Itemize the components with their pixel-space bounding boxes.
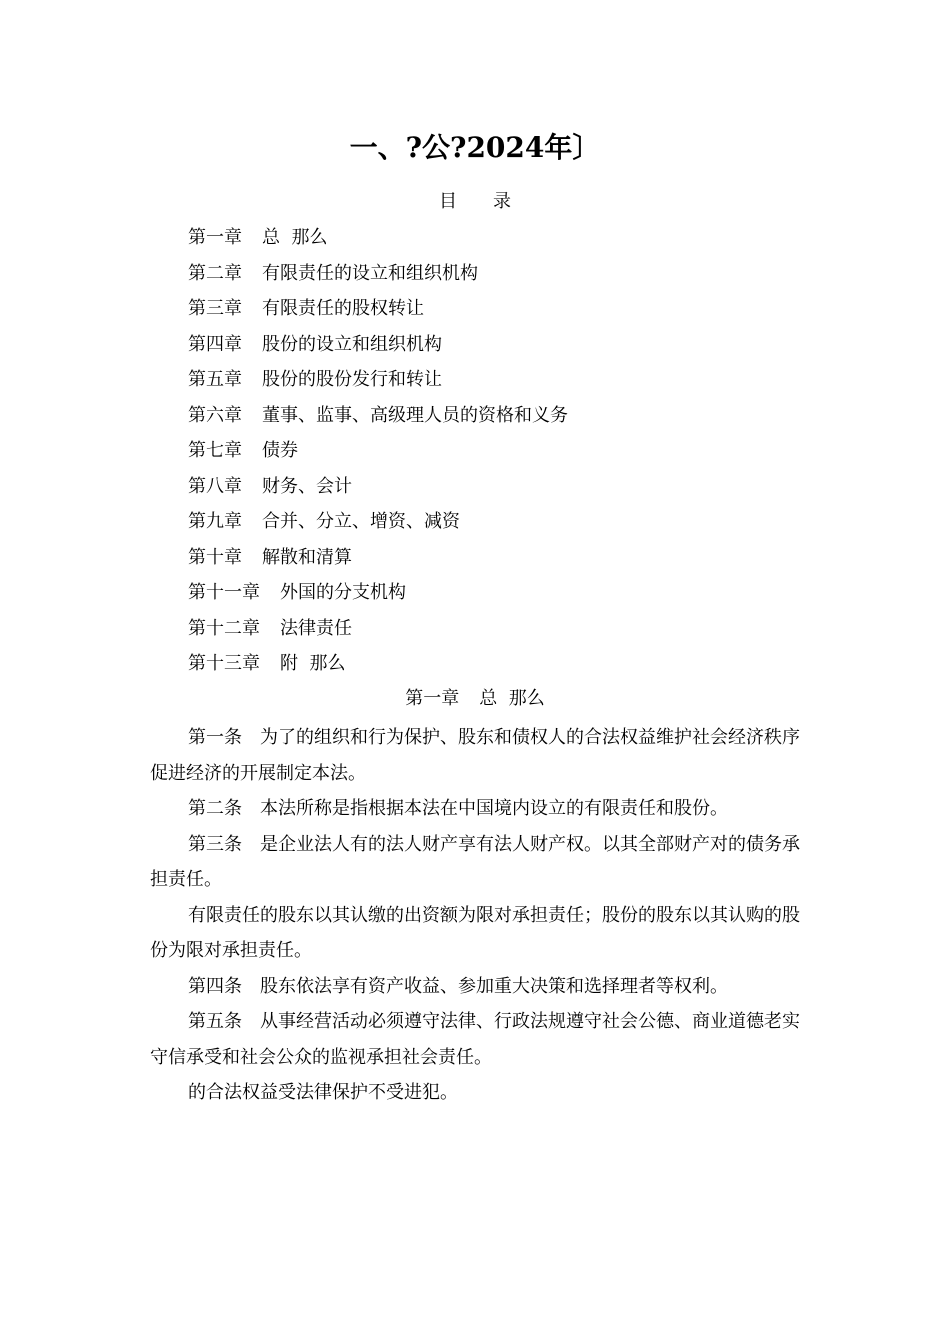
toc-item	[188, 331, 808, 367]
article-text: 股东依法享有资产收益、参加重大决策和选择理者等权利。	[260, 975, 728, 997]
article-number: 第二条	[188, 798, 242, 819]
toc-chapter-name: 董事、监事、高级理人员的资格和义务	[262, 404, 568, 426]
toc-item	[188, 402, 808, 438]
article-number: 第三条	[188, 833, 242, 855]
toc-item	[188, 650, 808, 686]
toc-item	[188, 615, 808, 651]
article-text: 本法所称是指根据本法在中国境内设立的有限责任和股份。	[260, 798, 728, 819]
toc-chapter-name: 股份的股份发行和转让	[262, 369, 442, 390]
toc-chapter-number: 第六章	[188, 404, 242, 426]
toc-chapter-number: 第一章	[188, 227, 242, 248]
toc-heading-left: 目	[439, 191, 457, 212]
toc-item	[188, 260, 808, 296]
toc-chapter-name: 外国的分支机构	[280, 582, 406, 603]
article-text: 有限责任的股东以其认缴的出资额为限对承担责任；股份的股东以其认购的股份为限对承担责任。	[150, 904, 800, 961]
article-number: 第一条	[188, 727, 242, 748]
toc-item	[188, 224, 808, 260]
article-paragraph	[150, 898, 800, 969]
body-text	[150, 720, 800, 1111]
toc-chapter-number: 第七章	[188, 440, 242, 461]
toc-chapter-number: 第三章	[188, 298, 242, 319]
toc-item	[188, 473, 808, 509]
toc-chapter-number: 第十章	[188, 546, 242, 568]
toc-item	[188, 366, 808, 402]
article-paragraph	[150, 827, 800, 898]
article-text: 为了的组织和行为保护、股东和债权人的合法权益维护社会经济秩序促进经济的开展制定本法。	[150, 727, 800, 784]
toc-chapter-number: 第十一章	[188, 582, 260, 603]
toc-chapter-name: 债券	[262, 440, 298, 461]
article-paragraph	[150, 969, 800, 1005]
toc-chapter-name: 附 那么	[280, 653, 346, 674]
toc-item	[188, 544, 808, 580]
toc-chapter-number: 第五章	[188, 369, 242, 390]
toc-chapter-number: 第八章	[188, 475, 242, 497]
toc-chapter-number: 第四章	[188, 333, 242, 355]
document-title: 一、?公?2024年〕	[349, 131, 601, 164]
article-number: 第五条	[188, 1011, 242, 1032]
table-of-contents	[188, 224, 808, 686]
toc-chapter-name: 股份的设立和组织机构	[262, 333, 442, 355]
toc-heading	[0, 188, 950, 216]
toc-item	[188, 437, 808, 473]
toc-item	[188, 579, 808, 615]
toc-chapter-name: 总 那么	[262, 227, 328, 248]
toc-heading-right: 录	[493, 191, 511, 212]
article-text: 的合法权益受法律保护不受进犯。	[188, 1082, 458, 1103]
article-paragraph	[150, 720, 800, 791]
toc-chapter-number: 第十二章	[188, 617, 260, 639]
article-number: 第四条	[188, 975, 242, 997]
toc-item	[188, 508, 808, 544]
chapter-name: 总 那么	[479, 688, 545, 709]
toc-chapter-name: 法律责任	[280, 617, 352, 639]
article-paragraph	[150, 791, 800, 827]
toc-chapter-number: 第二章	[188, 262, 242, 284]
toc-chapter-number: 第九章	[188, 511, 242, 532]
toc-chapter-name: 解散和清算	[262, 546, 352, 568]
article-paragraph	[150, 1075, 800, 1111]
toc-chapter-name: 财务、会计	[262, 475, 352, 497]
chapter-heading	[0, 685, 950, 713]
toc-chapter-name: 合并、分立、增资、减资	[262, 511, 460, 532]
toc-chapter-number: 第十三章	[188, 653, 260, 674]
toc-item	[188, 295, 808, 331]
article-paragraph	[150, 1004, 800, 1075]
toc-chapter-name: 有限责任的设立和组织机构	[262, 262, 478, 284]
article-text: 是企业法人有的法人财产享有法人财产权。以其全部财产对的债务承担责任。	[150, 833, 800, 890]
article-text: 从事经营活动必须遵守法律、行政法规遵守社会公德、商业道德老实守信承受和社会公众的监视承担社会责任。	[150, 1011, 800, 1068]
toc-chapter-name: 有限责任的股权转让	[262, 298, 424, 319]
chapter-number: 第一章	[405, 688, 460, 709]
